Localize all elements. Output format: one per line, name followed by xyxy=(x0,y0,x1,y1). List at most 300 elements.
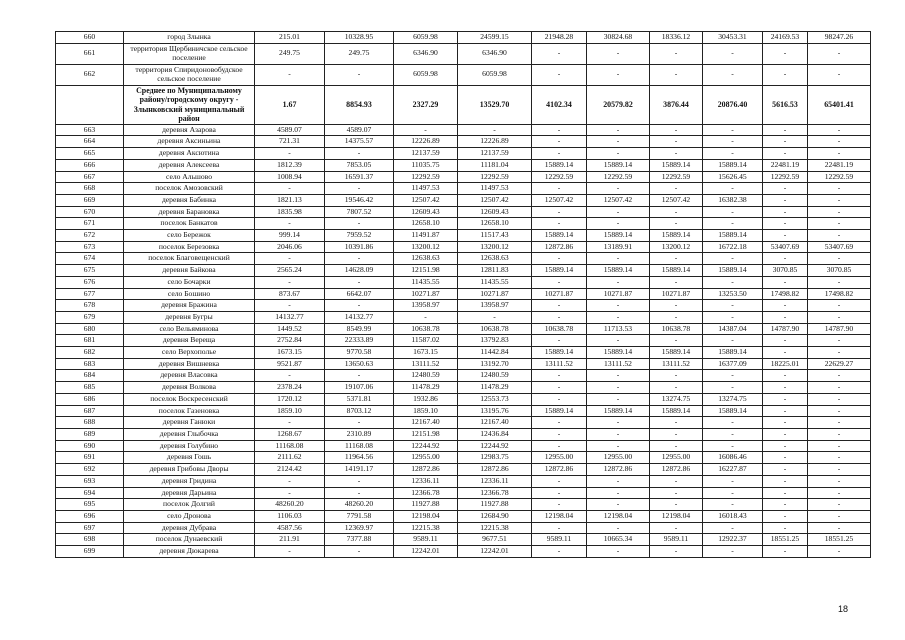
value-cell: 15889.14 xyxy=(650,405,703,417)
value-cell: 10328.95 xyxy=(325,32,394,44)
value-cell: - xyxy=(763,405,808,417)
value-cell: 18551.25 xyxy=(763,534,808,546)
value-cell: 16227.87 xyxy=(703,464,763,476)
value-cell: 13792.83 xyxy=(458,335,532,347)
value-cell: 12366.78 xyxy=(458,487,532,499)
value-cell: 12242.01 xyxy=(458,546,532,558)
value-cell: - xyxy=(587,546,650,558)
value-cell: 14132.77 xyxy=(255,311,325,323)
value-cell: - xyxy=(255,487,325,499)
value-cell: - xyxy=(532,487,587,499)
value-cell: - xyxy=(763,464,808,476)
row-number-cell: 664 xyxy=(56,136,124,148)
table-row xyxy=(56,183,871,195)
value-cell: - xyxy=(532,475,587,487)
value-cell: - xyxy=(650,183,703,195)
value-cell: 53407.69 xyxy=(808,241,871,253)
row-number-cell xyxy=(56,85,124,124)
value-cell: - xyxy=(325,64,394,85)
value-cell: 11964.56 xyxy=(325,452,394,464)
table-row xyxy=(56,32,871,44)
value-cell: - xyxy=(763,440,808,452)
value-cell: 1835.98 xyxy=(255,206,325,218)
row-number-cell: 669 xyxy=(56,194,124,206)
value-cell: 14132.77 xyxy=(325,311,394,323)
row-number-cell: 671 xyxy=(56,218,124,230)
value-cell: - xyxy=(808,300,871,312)
value-cell: - xyxy=(532,370,587,382)
page-number: 18 xyxy=(837,604,848,614)
table-row xyxy=(56,276,871,288)
value-cell: 12198.04 xyxy=(650,510,703,522)
value-cell: 7853.05 xyxy=(325,159,394,171)
value-cell: - xyxy=(255,276,325,288)
value-cell: - xyxy=(587,487,650,499)
value-cell: 15889.14 xyxy=(703,265,763,277)
value-cell: 15889.14 xyxy=(650,230,703,242)
value-cell: - xyxy=(703,335,763,347)
name-cell: село Дронова xyxy=(124,510,255,522)
name-cell: деревня Голубино xyxy=(124,440,255,452)
value-cell: 9589.11 xyxy=(650,534,703,546)
value-cell: 15889.14 xyxy=(650,347,703,359)
value-cell: 249.75 xyxy=(255,43,325,64)
value-cell: - xyxy=(808,440,871,452)
value-cell: 4589.07 xyxy=(255,124,325,136)
value-cell: - xyxy=(532,218,587,230)
value-cell: - xyxy=(703,124,763,136)
value-cell: 9589.11 xyxy=(394,534,458,546)
value-cell: - xyxy=(763,428,808,440)
value-cell: - xyxy=(703,522,763,534)
value-cell: 15889.14 xyxy=(703,159,763,171)
value-cell: - xyxy=(255,183,325,195)
value-cell: 1859.10 xyxy=(394,405,458,417)
value-cell: - xyxy=(763,347,808,359)
value-cell: - xyxy=(532,382,587,394)
value-cell: 12137.59 xyxy=(394,148,458,160)
table-row xyxy=(56,382,871,394)
value-cell: 7377.88 xyxy=(325,534,394,546)
table-row xyxy=(56,405,871,417)
value-cell: 7959.52 xyxy=(325,230,394,242)
name-cell: деревня Дюкарева xyxy=(124,546,255,558)
value-cell: 15626.45 xyxy=(703,171,763,183)
value-cell: 13274.75 xyxy=(703,393,763,405)
value-cell: - xyxy=(703,475,763,487)
value-cell: 18336.12 xyxy=(650,32,703,44)
value-cell: 13650.63 xyxy=(325,358,394,370)
value-cell: - xyxy=(703,440,763,452)
row-number-cell: 697 xyxy=(56,522,124,534)
table-row xyxy=(56,206,871,218)
row-number-cell: 676 xyxy=(56,276,124,288)
value-cell: - xyxy=(587,136,650,148)
value-cell: 11435.55 xyxy=(394,276,458,288)
value-cell: - xyxy=(587,417,650,429)
value-cell: 12244.92 xyxy=(394,440,458,452)
value-cell: 14787.90 xyxy=(763,323,808,335)
value-cell: - xyxy=(808,206,871,218)
value-cell: - xyxy=(808,499,871,511)
value-cell: 6642.07 xyxy=(325,288,394,300)
value-cell: 10271.87 xyxy=(532,288,587,300)
value-cell: - xyxy=(650,522,703,534)
table-row xyxy=(56,265,871,277)
value-cell: 48260.20 xyxy=(255,499,325,511)
value-cell: 12226.89 xyxy=(458,136,532,148)
value-cell: - xyxy=(650,43,703,64)
value-cell: 12507.42 xyxy=(587,194,650,206)
value-cell: 12480.59 xyxy=(394,370,458,382)
value-cell: 12336.11 xyxy=(458,475,532,487)
value-cell: 9521.87 xyxy=(255,358,325,370)
value-cell: - xyxy=(532,183,587,195)
value-cell: - xyxy=(703,428,763,440)
value-cell: - xyxy=(808,43,871,64)
value-cell: - xyxy=(808,370,871,382)
value-cell: - xyxy=(532,148,587,160)
value-cell: 12507.42 xyxy=(458,194,532,206)
row-number-cell: 678 xyxy=(56,300,124,312)
value-cell: 13111.52 xyxy=(587,358,650,370)
value-cell: 1821.13 xyxy=(255,194,325,206)
value-cell: - xyxy=(763,487,808,499)
value-cell: 12922.37 xyxy=(703,534,763,546)
value-cell: 15889.14 xyxy=(703,230,763,242)
value-cell: - xyxy=(394,311,458,323)
value-cell: 1008.94 xyxy=(255,171,325,183)
value-cell: - xyxy=(325,218,394,230)
value-cell: - xyxy=(808,464,871,476)
name-cell: поселок Амозовский xyxy=(124,183,255,195)
value-cell: - xyxy=(650,148,703,160)
value-cell: 12872.86 xyxy=(532,464,587,476)
value-cell: - xyxy=(703,148,763,160)
value-cell: - xyxy=(255,148,325,160)
value-cell: 1268.67 xyxy=(255,428,325,440)
value-cell: 15889.14 xyxy=(650,265,703,277)
value-cell: - xyxy=(255,218,325,230)
name-cell: деревня Барановка xyxy=(124,206,255,218)
value-cell: 15889.14 xyxy=(587,347,650,359)
value-cell: 11442.84 xyxy=(458,347,532,359)
name-cell: село Альшово xyxy=(124,171,255,183)
value-cell: - xyxy=(808,487,871,499)
value-cell: - xyxy=(325,300,394,312)
value-cell: - xyxy=(255,475,325,487)
name-cell: село Вельяминова xyxy=(124,323,255,335)
value-cell: - xyxy=(587,311,650,323)
value-cell: 30824.68 xyxy=(587,32,650,44)
name-cell: деревня Бражина xyxy=(124,300,255,312)
value-cell: - xyxy=(532,300,587,312)
value-cell: - xyxy=(532,43,587,64)
name-cell: село Верхополье xyxy=(124,347,255,359)
value-cell: - xyxy=(255,417,325,429)
value-cell: 12292.59 xyxy=(532,171,587,183)
value-cell: 15889.14 xyxy=(587,159,650,171)
value-cell: 18551.25 xyxy=(808,534,871,546)
value-cell: 11435.55 xyxy=(458,276,532,288)
value-cell: 53407.69 xyxy=(763,241,808,253)
table-row xyxy=(56,428,871,440)
table-row xyxy=(56,136,871,148)
value-cell: - xyxy=(808,405,871,417)
value-cell: 1720.12 xyxy=(255,393,325,405)
value-cell: 12609.43 xyxy=(458,206,532,218)
value-cell: - xyxy=(325,148,394,160)
value-cell: - xyxy=(325,417,394,429)
value-cell: - xyxy=(532,546,587,558)
value-cell: 12872.86 xyxy=(458,464,532,476)
row-number-cell: 668 xyxy=(56,183,124,195)
value-cell: 11497.53 xyxy=(458,183,532,195)
value-cell: - xyxy=(587,64,650,85)
value-cell: - xyxy=(650,124,703,136)
name-cell: поселок Банкатов xyxy=(124,218,255,230)
table-body xyxy=(56,32,871,558)
value-cell: - xyxy=(587,440,650,452)
value-cell: 721.31 xyxy=(255,136,325,148)
value-cell: - xyxy=(808,393,871,405)
value-cell: 12336.11 xyxy=(394,475,458,487)
value-cell: - xyxy=(255,546,325,558)
row-number-cell: 662 xyxy=(56,64,124,85)
value-cell: 13200.12 xyxy=(650,241,703,253)
value-cell: 15889.14 xyxy=(532,347,587,359)
value-cell: - xyxy=(808,382,871,394)
name-cell: деревня Дарьина xyxy=(124,487,255,499)
value-cell: - xyxy=(587,206,650,218)
value-cell: 9770.58 xyxy=(325,347,394,359)
value-cell: - xyxy=(587,475,650,487)
value-cell: - xyxy=(763,546,808,558)
value-cell: 3070.85 xyxy=(763,265,808,277)
value-cell: - xyxy=(587,393,650,405)
name-cell: деревня Бабинка xyxy=(124,194,255,206)
value-cell: - xyxy=(703,218,763,230)
table-row xyxy=(56,440,871,452)
value-cell: 12983.75 xyxy=(458,452,532,464)
value-cell: 12292.59 xyxy=(650,171,703,183)
value-cell: - xyxy=(763,43,808,64)
table-row xyxy=(56,311,871,323)
value-cell: 11181.04 xyxy=(458,159,532,171)
value-cell: - xyxy=(587,499,650,511)
value-cell: 13958.97 xyxy=(394,300,458,312)
value-cell: - xyxy=(703,311,763,323)
value-cell: 13958.97 xyxy=(458,300,532,312)
value-cell: 873.67 xyxy=(255,288,325,300)
row-number-cell: 672 xyxy=(56,230,124,242)
value-cell: - xyxy=(763,253,808,265)
row-number-cell: 684 xyxy=(56,370,124,382)
value-cell: 15889.14 xyxy=(650,159,703,171)
value-cell: 2111.62 xyxy=(255,452,325,464)
row-number-cell: 675 xyxy=(56,265,124,277)
value-cell: - xyxy=(650,311,703,323)
value-cell: - xyxy=(703,136,763,148)
row-number-cell: 689 xyxy=(56,428,124,440)
value-cell: 11168.08 xyxy=(255,440,325,452)
value-cell: 12369.97 xyxy=(325,522,394,534)
value-cell: - xyxy=(763,393,808,405)
value-cell: - xyxy=(532,311,587,323)
row-number-cell: 694 xyxy=(56,487,124,499)
table-row xyxy=(56,510,871,522)
value-cell: 12226.89 xyxy=(394,136,458,148)
row-number-cell: 667 xyxy=(56,171,124,183)
value-cell: - xyxy=(808,124,871,136)
value-cell: 13253.50 xyxy=(703,288,763,300)
value-cell: - xyxy=(532,206,587,218)
value-cell: 12658.10 xyxy=(394,218,458,230)
name-cell: поселок Березовка xyxy=(124,241,255,253)
value-cell: - xyxy=(255,253,325,265)
value-cell: 13195.76 xyxy=(458,405,532,417)
table-row xyxy=(56,464,871,476)
name-cell: деревня Аксиньина xyxy=(124,136,255,148)
value-cell: - xyxy=(650,136,703,148)
value-cell: 7791.58 xyxy=(325,510,394,522)
value-cell: - xyxy=(763,510,808,522)
name-cell: Среднее по Муниципальному району/городскому округу - Злынковский муниципальный район xyxy=(124,85,255,124)
value-cell: - xyxy=(808,148,871,160)
value-cell: 211.91 xyxy=(255,534,325,546)
name-cell: деревня Азарова xyxy=(124,124,255,136)
value-cell: 19107.06 xyxy=(325,382,394,394)
value-cell: - xyxy=(650,428,703,440)
value-cell: - xyxy=(763,417,808,429)
value-cell: - xyxy=(763,194,808,206)
name-cell: деревня Гошь xyxy=(124,452,255,464)
name-cell: территория Щербиничское сельское поселение xyxy=(124,43,255,64)
value-cell: 1106.03 xyxy=(255,510,325,522)
value-cell: 15889.14 xyxy=(532,230,587,242)
name-cell: деревня Алексеева xyxy=(124,159,255,171)
table-row xyxy=(56,218,871,230)
value-cell: 11478.29 xyxy=(394,382,458,394)
value-cell: - xyxy=(808,194,871,206)
value-cell: 22333.89 xyxy=(325,335,394,347)
table-row xyxy=(56,64,871,85)
value-cell: 14191.17 xyxy=(325,464,394,476)
value-cell: 16591.37 xyxy=(325,171,394,183)
row-number-cell: 687 xyxy=(56,405,124,417)
row-number-cell: 692 xyxy=(56,464,124,476)
name-cell: деревня Власовка xyxy=(124,370,255,382)
value-cell: 1859.10 xyxy=(255,405,325,417)
value-cell: 65401.41 xyxy=(808,85,871,124)
value-cell: 15889.14 xyxy=(532,405,587,417)
value-cell: 15889.14 xyxy=(532,159,587,171)
name-cell: деревня Вишневка xyxy=(124,358,255,370)
value-cell: 12638.63 xyxy=(458,253,532,265)
value-cell: 12955.00 xyxy=(394,452,458,464)
value-cell: 10271.87 xyxy=(587,288,650,300)
value-cell: - xyxy=(808,417,871,429)
value-cell: 10271.87 xyxy=(458,288,532,300)
table-row xyxy=(56,499,871,511)
value-cell: 12955.00 xyxy=(532,452,587,464)
value-cell: 2565.24 xyxy=(255,265,325,277)
row-number-cell: 686 xyxy=(56,393,124,405)
name-cell: город Злынка xyxy=(124,32,255,44)
row-number-cell: 674 xyxy=(56,253,124,265)
value-cell: - xyxy=(703,417,763,429)
value-cell: - xyxy=(808,335,871,347)
value-cell: 12609.43 xyxy=(394,206,458,218)
value-cell: - xyxy=(808,64,871,85)
value-cell: 12638.63 xyxy=(394,253,458,265)
value-cell: 12242.01 xyxy=(394,546,458,558)
row-number-cell: 688 xyxy=(56,417,124,429)
value-cell: 16382.38 xyxy=(703,194,763,206)
value-cell: 6059.98 xyxy=(458,64,532,85)
row-number-cell: 673 xyxy=(56,241,124,253)
value-cell: 13200.12 xyxy=(394,241,458,253)
value-cell: - xyxy=(763,124,808,136)
value-cell: 16018.43 xyxy=(703,510,763,522)
value-cell: 11035.75 xyxy=(394,159,458,171)
value-cell: 12292.59 xyxy=(458,171,532,183)
table-row xyxy=(56,487,871,499)
value-cell: 11927.88 xyxy=(458,499,532,511)
name-cell: поселок Дунаевский xyxy=(124,534,255,546)
value-cell: - xyxy=(650,487,703,499)
value-cell: - xyxy=(532,64,587,85)
value-cell: - xyxy=(325,546,394,558)
value-cell: - xyxy=(808,253,871,265)
value-cell: 10391.86 xyxy=(325,241,394,253)
value-cell: 4587.56 xyxy=(255,522,325,534)
value-cell: 10638.78 xyxy=(650,323,703,335)
value-cell: - xyxy=(532,417,587,429)
value-cell: 11497.53 xyxy=(394,183,458,195)
value-cell: 22481.19 xyxy=(763,159,808,171)
name-cell: поселок Воскресенский xyxy=(124,393,255,405)
table-row xyxy=(56,323,871,335)
value-cell: - xyxy=(763,136,808,148)
value-cell: 6346.90 xyxy=(394,43,458,64)
value-cell: - xyxy=(458,124,532,136)
value-cell: 22629.27 xyxy=(808,358,871,370)
value-cell: - xyxy=(808,546,871,558)
value-cell: 2752.84 xyxy=(255,335,325,347)
value-cell: 9589.11 xyxy=(532,534,587,546)
value-cell: 12955.00 xyxy=(587,452,650,464)
value-cell: - xyxy=(703,370,763,382)
value-cell: - xyxy=(703,487,763,499)
value-cell: 11587.02 xyxy=(394,335,458,347)
value-cell: 249.75 xyxy=(325,43,394,64)
value-cell: 12872.86 xyxy=(532,241,587,253)
table-row xyxy=(56,253,871,265)
row-number-cell: 682 xyxy=(56,347,124,359)
value-cell: 1449.52 xyxy=(255,323,325,335)
value-cell: 22481.19 xyxy=(808,159,871,171)
row-number-cell: 683 xyxy=(56,358,124,370)
value-cell: 12215.38 xyxy=(394,522,458,534)
value-cell: - xyxy=(703,206,763,218)
value-cell: 11517.43 xyxy=(458,230,532,242)
value-cell: 12507.42 xyxy=(394,194,458,206)
value-cell: - xyxy=(808,183,871,195)
value-cell: - xyxy=(763,276,808,288)
table-row xyxy=(56,358,871,370)
value-cell: - xyxy=(255,64,325,85)
